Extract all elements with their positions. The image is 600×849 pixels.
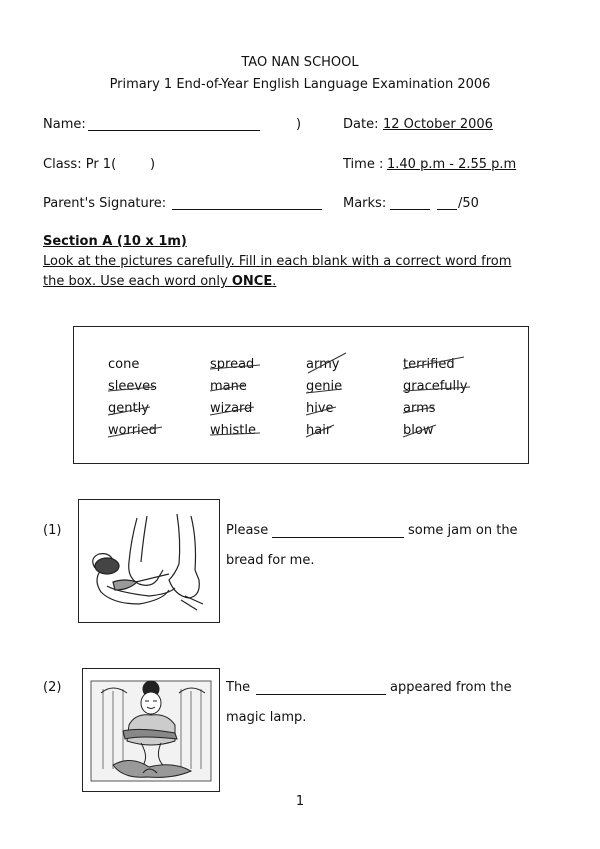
question-1-picture (78, 499, 220, 623)
word-whistle: whistle (210, 423, 256, 438)
strike-whistle (210, 433, 260, 435)
school-name: TAO NAN SCHOOL (241, 55, 359, 70)
question-1-number: (1) (43, 523, 62, 538)
strike-genie (306, 389, 342, 393)
strike-army (308, 353, 346, 373)
time-value: 1.40 p.m - 2.55 p.m (387, 157, 517, 172)
question-2-after: appeared from the (390, 680, 512, 695)
marks-total: /50 (458, 196, 479, 211)
word-hair: hair (306, 423, 332, 438)
marks-blank-short[interactable] (437, 209, 457, 210)
strike-terrified (403, 357, 464, 369)
strike-hive (306, 407, 336, 415)
strike-mane (210, 385, 244, 391)
word-genie: genie (306, 379, 343, 394)
signature-label: Parent's Signature: (43, 196, 167, 211)
class-close-paren: ) (150, 157, 156, 172)
strike-gracefully (403, 387, 470, 391)
instruction-line-1: Look at the pictures carefully. Fill in each blank with a correct word from (43, 254, 512, 269)
word-army: army (306, 357, 340, 372)
word-mane: mane (210, 379, 247, 394)
word-blow: blow (403, 423, 434, 438)
strike-wizard (210, 407, 254, 415)
genie-lamp-icon (83, 669, 219, 791)
word-wizard: wizard (210, 401, 253, 416)
word-terrified: terrified (403, 357, 455, 372)
exam-title: Primary 1 End-of-Year English Language Examination 2006 (109, 77, 491, 92)
date-label: Date: (343, 117, 379, 132)
word-sleeves: sleeves (108, 379, 157, 394)
class-label: Class: Pr 1( (43, 157, 117, 172)
instruction-line-2: the box. Use each word only ONCE. (43, 274, 277, 289)
signature-blank[interactable] (172, 209, 322, 210)
name-blank[interactable] (88, 130, 260, 131)
word-spread: spread (210, 357, 255, 372)
time-label: Time : (343, 157, 384, 172)
word-gracefully: gracefully (403, 379, 468, 394)
hands-spreading-jam-icon (79, 500, 219, 622)
section-title: Section A (10 x 1m) (43, 234, 187, 249)
question-1-line-2: bread for me. (226, 553, 315, 568)
question-2-line-2: magic lamp. (226, 710, 307, 725)
marks-blank[interactable] (390, 209, 430, 210)
question-1-answer-blank[interactable] (272, 537, 404, 538)
question-2-picture (82, 668, 220, 792)
question-2-answer-blank[interactable] (256, 694, 386, 695)
word-gently: gently (108, 401, 149, 416)
strike-spread (210, 365, 260, 369)
question-1-after: some jam on the (408, 523, 518, 538)
emphasis-once: ONCE (231, 274, 273, 289)
name-close-paren: ) (296, 117, 302, 132)
strike-worried (108, 427, 162, 437)
word-worried: worried (108, 423, 157, 438)
question-1-before: Please (226, 523, 269, 538)
strike-hair (306, 425, 334, 437)
word-box (73, 326, 529, 464)
word-arms: arms (403, 401, 436, 416)
question-2-before: The (226, 680, 251, 695)
word-cone: cone (108, 357, 140, 372)
strike-arms (403, 407, 434, 413)
question-2-number: (2) (43, 680, 62, 695)
strike-sleeves (108, 387, 154, 391)
marks-label: Marks: (343, 196, 387, 211)
strike-blow (403, 425, 436, 437)
pencil-strike-marks (74, 327, 528, 463)
page-number: 1 (295, 794, 305, 809)
word-hive: hive (306, 401, 334, 416)
name-label: Name: (43, 117, 86, 132)
strike-gently (108, 407, 150, 415)
date-value: 12 October 2006 (383, 117, 493, 132)
